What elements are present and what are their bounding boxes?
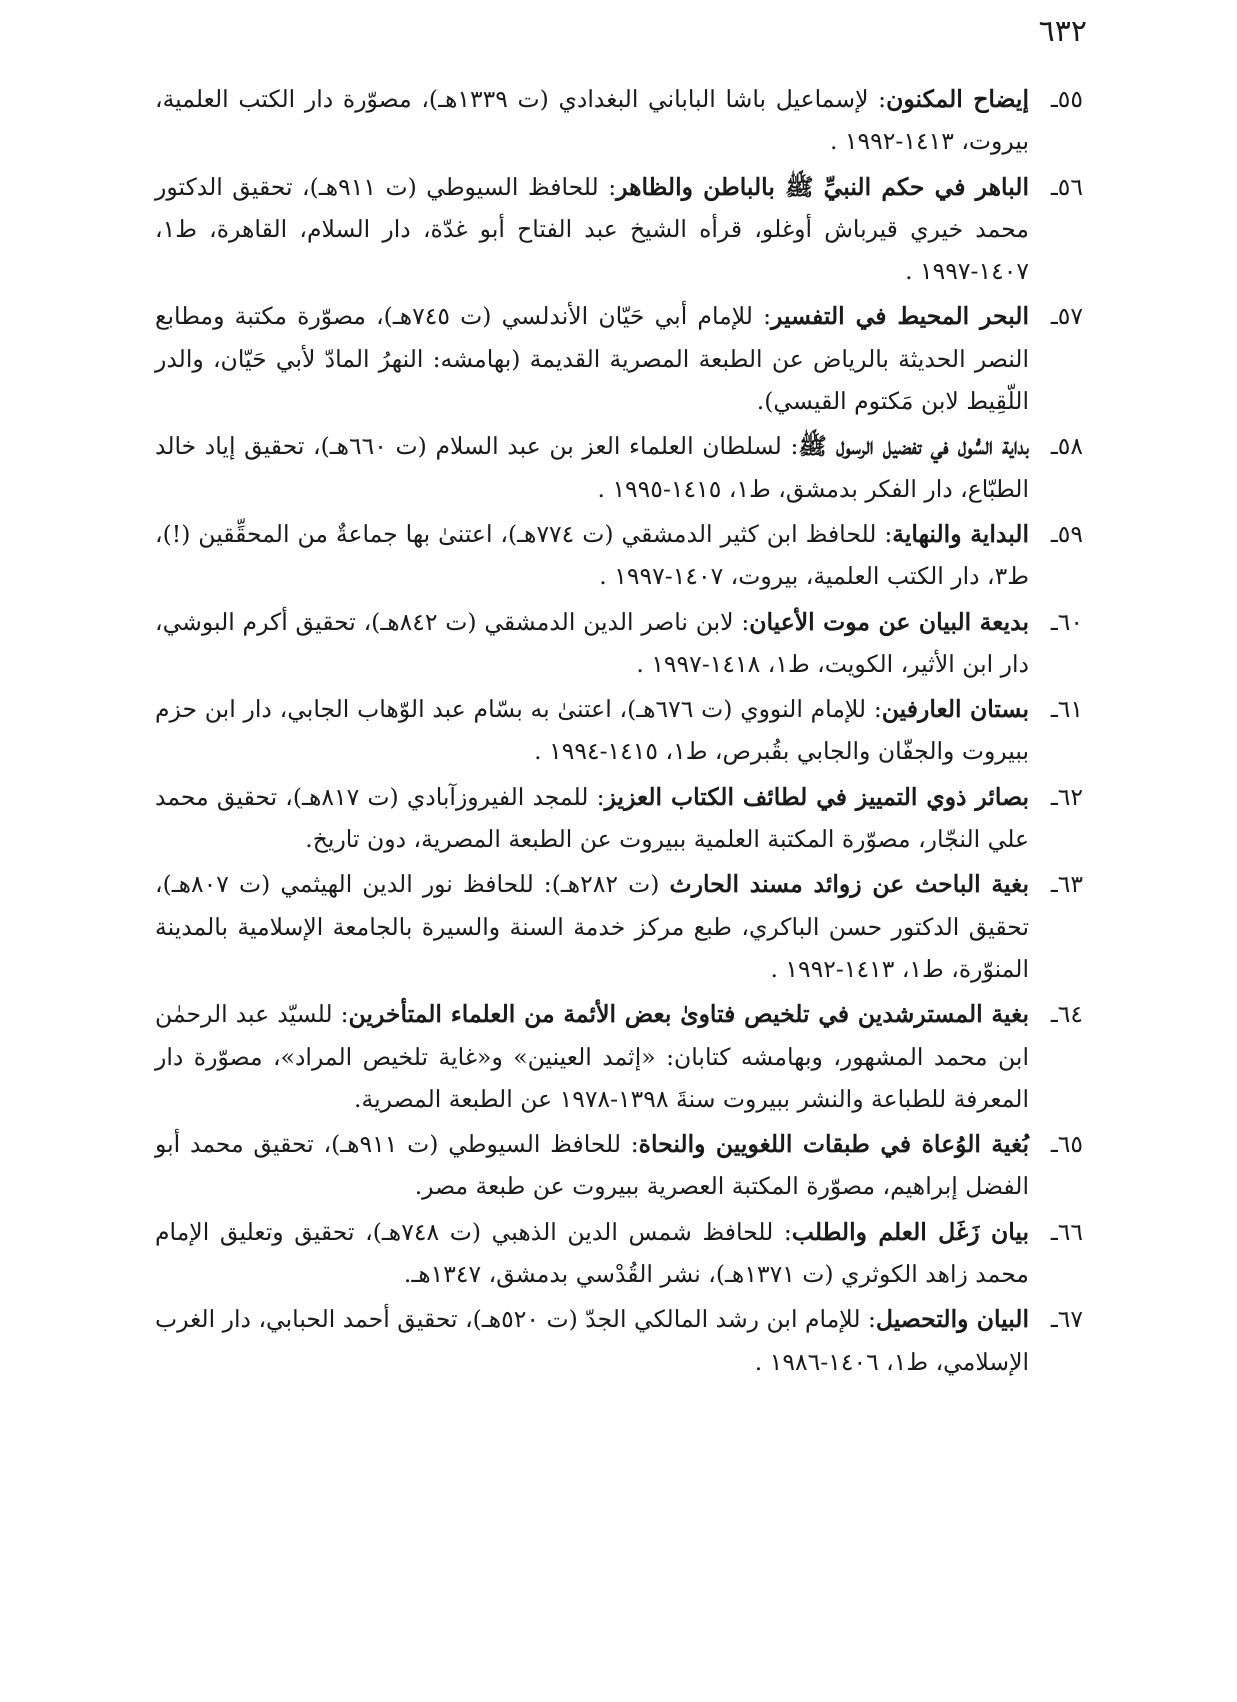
entry-number: ٦٢ـ [1050, 782, 1083, 811]
bibliography-list [155, 78, 1083, 1386]
bibliography-entry-60 [155, 601, 1083, 686]
bibliography-entry-65 [155, 1123, 1083, 1208]
entry-number: ٦٤ـ [1050, 1000, 1083, 1029]
entry-number: ٦٥ـ [1050, 1130, 1083, 1159]
entry-number: ٦٠ـ [1050, 607, 1083, 636]
entry-title: الباهر في حكم النبيِّ ﷺ بالباطن والظاهر [616, 172, 1029, 201]
bibliography-entry-64 [155, 993, 1083, 1120]
entry-title: إيضاح المكنون [886, 85, 1029, 113]
entry-text: : للمجد الفيروزآبادي (ت ٨١٧هـ)، تحقيق محمد علي النجّار، مصوّرة المكتبة العلمية ببيروت عن الطبعة المصرية، دون تاريخ. [155, 782, 1029, 854]
entry-text: : للسيّد عبد الرحمٰن ابن محمد المشهور، وبهامشه كتابان: «إثمد العينين» و«غاية تلخيص المراد»، مصوّرة دار المعرفة للطباعة والنشر ببيروت سنةَ ١٣٩٨-١٩٧٨ عن الطبعة المصرية. [155, 1000, 1029, 1113]
entry-text: : لابن ناصر الدين الدمشقي (ت ٨٤٢هـ)، تحقيق أكرم البوشي، دار ابن الأثير، الكويت، ط١، ١٤١٨-١٩٩٧ . [155, 607, 1029, 678]
entry-number: ٦٣ـ [1050, 870, 1083, 899]
bibliography-entry-62 [155, 776, 1083, 861]
entry-title: بيان زَغَل العلم والطلب [791, 1217, 1029, 1246]
entry-number: ٥٧ـ [1050, 302, 1083, 331]
bibliography-entry-55 [155, 78, 1083, 163]
bibliography-entry-67 [155, 1298, 1083, 1383]
entry-title: بصائر ذوي التمييز في لطائف الكتاب العزيز [604, 782, 1029, 811]
entry-title: بستان العارفين [881, 695, 1029, 724]
entry-text: : للحافظ السيوطي (ت ٩١١هـ)، تحقيق الدكتور محمد خيري قيرباش أوغلو، قرأه الشيخ عبد الفتاح أبو غدّة، دار السلام، القاهرة، ط١، ١٤٠٧-١٩٩٧ . [155, 172, 1029, 286]
entry-number: ٥٦ـ [1050, 172, 1083, 201]
bibliography-entry-59 [155, 513, 1083, 598]
page-number: ٦٣٢ [1038, 14, 1087, 49]
entry-title: بُغية الوُعاة في طبقات اللغويين والنحاة [638, 1130, 1029, 1159]
entry-title: بديعة البيان عن موت الأعيان [749, 607, 1029, 636]
entry-title: البحر المحيط في التفسير [771, 302, 1029, 331]
entry-number: ٦١ـ [1050, 695, 1083, 724]
entry-text: : للحافظ ابن كثير الدمشقي (ت ٧٧٤هـ)، اعتنىٰ بها جماعةٌ من المحقِّقين (!)، ط٣، دار الكتب العلمية، بيروت، ١٤٠٧-١٩٩٧ . [155, 519, 1029, 591]
entry-text: : للحافظ شمس الدين الذهبي (ت ٧٤٨هـ)، تحقيق وتعليق الإمام محمد زاهد الكوثري (ت ١٣٧١هـ)، نشر القُدْسي بدمشق، ١٣٤٧هـ. [155, 1217, 1029, 1289]
entry-text: : للإمام أبي حَيّان الأندلسي (ت ٧٤٥هـ)، مصوّرة مكتبة ومطابع النصر الحديثة بالرياض عن الطبعة المصرية القديمة (بهامشه: النهرُ المادّ لأبي حَيّان، والدر اللّقِيط لابن مَكتوم القيسي). [155, 302, 1029, 416]
entry-text: : لإسماعيل باشا الباباني البغدادي (ت ١٣٣٩هـ)، مصوّرة دار الكتب العلمية، بيروت، ١٤١٣-١٩٩٢ . [155, 85, 1029, 156]
bibliography-entry-58 [155, 425, 1083, 510]
entry-title: بداية السُّول في تفضيل الرسول ﷺ [798, 432, 1029, 461]
entry-number: ٥٨ـ [1050, 432, 1083, 461]
entry-number: ٥٥ـ [1050, 85, 1083, 113]
entry-text: : للإمام ابن رشد المالكي الجدّ (ت ٥٢٠هـ)، تحقيق أحمد الحبابي، دار الغرب الإسلامي، ط١، ١٤٠٦-١٩٨٦ . [155, 1305, 1029, 1376]
bibliography-entry-63 [155, 863, 1083, 990]
entry-title: البيان والتحصيل [875, 1305, 1029, 1334]
entry-number: ٦٦ـ [1050, 1217, 1083, 1246]
entry-text: (ت ٢٨٢هـ): للحافظ نور الدين الهيثمي (ت ٨٠٧هـ)، تحقيق الدكتور حسن الباكري، طبع مركز خدمة السنة والسيرة بالجامعة الإسلامية بالمدينة المنوّرة، ط١، ١٤١٣-١٩٩٢ . [155, 870, 1029, 983]
entry-number: ٥٩ـ [1050, 519, 1083, 548]
entry-text: : للإمام النووي (ت ٦٧٦هـ)، اعتنىٰ به بسّام عبد الوّهاب الجابي، دار ابن حزم ببيروت والجفّان والجابي بقُبرص، ط١، ١٤١٥-١٩٩٤ . [155, 695, 1029, 766]
bibliography-entry-56 [155, 166, 1083, 293]
entry-text: : للحافظ السيوطي (ت ٩١١هـ)، تحقيق محمد أبو الفضل إبراهيم، مصوّرة المكتبة العصرية ببيروت عن طبعة مصر. [155, 1130, 1029, 1201]
entry-text: : لسلطان العلماء العز بن عبد السلام (ت ٦٦٠هـ)، تحقيق إياد خالد الطبّاع، دار الفكر بدمشق، ط١، ١٤١٥-١٩٩٥ . [155, 432, 1029, 503]
bibliography-entry-61 [155, 688, 1083, 773]
entry-title: بغية الباحث عن زوائد مسند الحارث [669, 870, 1029, 899]
bibliography-entry-66 [155, 1211, 1083, 1296]
entry-title: بغية المسترشدين في تلخيص فتاوىٰ بعض الأئمة من العلماء المتأخرين [348, 1000, 1029, 1029]
entry-number: ٦٧ـ [1050, 1305, 1083, 1334]
entry-title: البداية والنهاية [892, 519, 1029, 548]
bibliography-entry-57 [155, 295, 1083, 422]
